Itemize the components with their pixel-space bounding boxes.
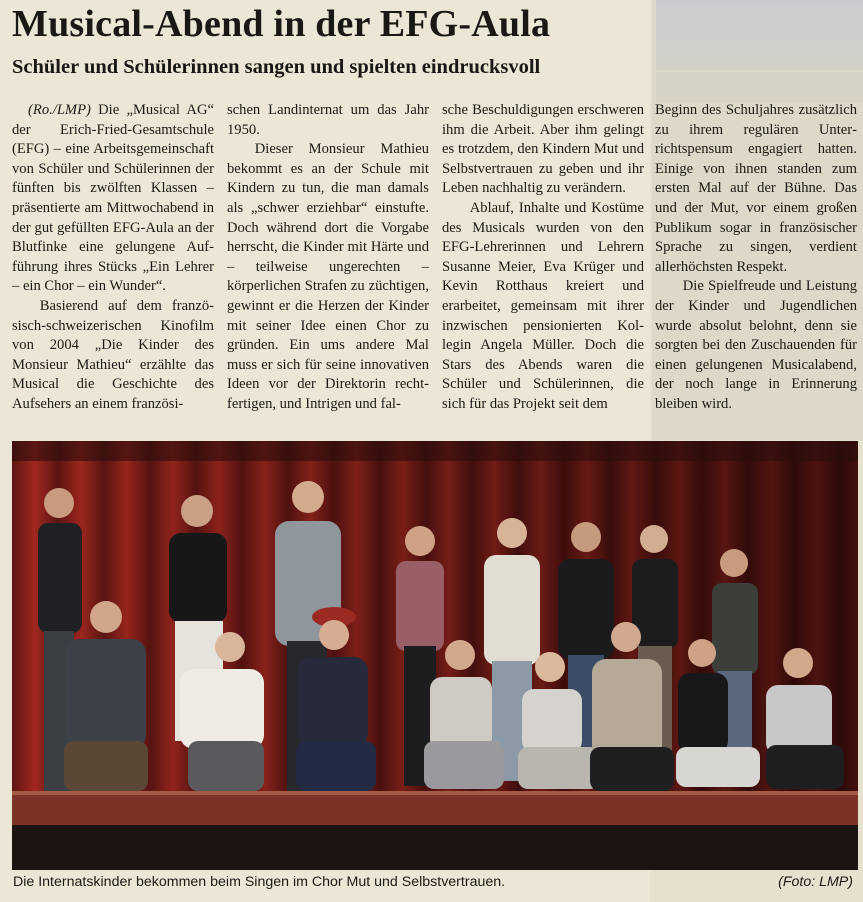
article-subtitle: Schüler und Schülerinnen sangen und spielten eindrucksvoll — [12, 56, 541, 78]
paragraph-text: Die „Musical AG“ der Erich-Fried-Gesamtschule (EFG) – eine Arbeitsgemeinschaft von Schüler und Schülerinnen der fünften bis zwölften Klassen – präsentierte am Mittwochabend in der gut gefüllten EFG-Aula an der Blutfinke eine gelungene Aufführung ihres Stücks „Ein Lehrer – ein Chor – ein Wunder“. — [12, 102, 214, 295]
article-column-2 — [227, 101, 429, 431]
article-paragraph: Ablauf, Inhalte und Kostüme des Musicals wurden von den EFG-Lehrerinnen und Lehrern Susanne Meier, Eva Krüger und Kevin Rotthaus kreiert und erarbeitet, gemeinsam mit ihrer inzwischen pensionierten Kollegin Angela Müller. Doch die Stars des Abends waren die Schüler und Schülerinnen, die sich für das Projekt seit dem — [442, 199, 644, 412]
adjacent-text-fragment — [656, 72, 863, 102]
article-paragraph: schen Landinternat um das Jahr 1950. — [227, 102, 429, 138]
article-paragraph: sche Beschuldigungen erschweren ihm die Arbeit. Aber ihm gelingt es trotzdem, den Kindern Mut und Selbstvertrauen zu geben und ihr Leben nachhaltig zu verändern. — [442, 102, 644, 197]
article-title: Musical-Abend in der EFG-Aula — [12, 3, 551, 45]
photo-caption: Die Internatskinder bekommen beim Singen im Chor Mut und Selbstvertrauen. — [13, 874, 506, 890]
article-paragraph: Dieser Monsieur Mathieu bekommt es an der Schule mit Kindern zu tun, die man damals als „schwer erziehbar“ einstufte. Doch während dort die Vorgabe herrscht, die Kinder mit Härte und – teilweise ungerechten – körperlichen Strafen zu züchtigen, gewinnt er die Herzen der Kinder mit seiner Idee einen Chor zu gründen. Ein ums andere Mal muss er sich für seine innovativen Ideen vor der Direktorin rechtfertigen, und Intrigen und fal- — [227, 141, 429, 412]
article-paragraph: Basierend auf dem französisch-schweizerischen Kinofilm von 2004 „Die Kinder des Monsieur Mathieu“ erzählte das Musical die Geschichte des Aufsehers an einem französi- — [12, 297, 214, 412]
article-column-3 — [442, 101, 644, 431]
article-column-4 — [655, 101, 857, 431]
stage-photo — [12, 441, 858, 870]
photo-credit: (Foto: LMP) — [778, 874, 853, 890]
article-paragraph — [12, 101, 214, 297]
adjacent-image-fragment — [656, 0, 863, 70]
author-tag: (Ro./LMP) — [28, 102, 91, 118]
article-column-1 — [12, 101, 214, 431]
stage-floor — [12, 791, 858, 870]
article-paragraph: Die Spielfreude und Leistung der Kinder und Jugendlichen wurde absolut belohnt, denn sie sorgten bei den Zuschauenden für einen gelungenen Musicalabend, der noch lange in Erinnerung bleiben wird. — [655, 278, 857, 412]
article-paragraph: Beginn des Schuljahres zusätzlich zu ihrem regulären Unterrichtspensum engagiert hatten. Einige von ihnen standen zum ersten Mal auf der Bühne. Das und der Mut, vor einem großen Publikum sogar in französischer Sprache zu singen, verdient allerhöchsten Respekt. — [655, 102, 857, 275]
